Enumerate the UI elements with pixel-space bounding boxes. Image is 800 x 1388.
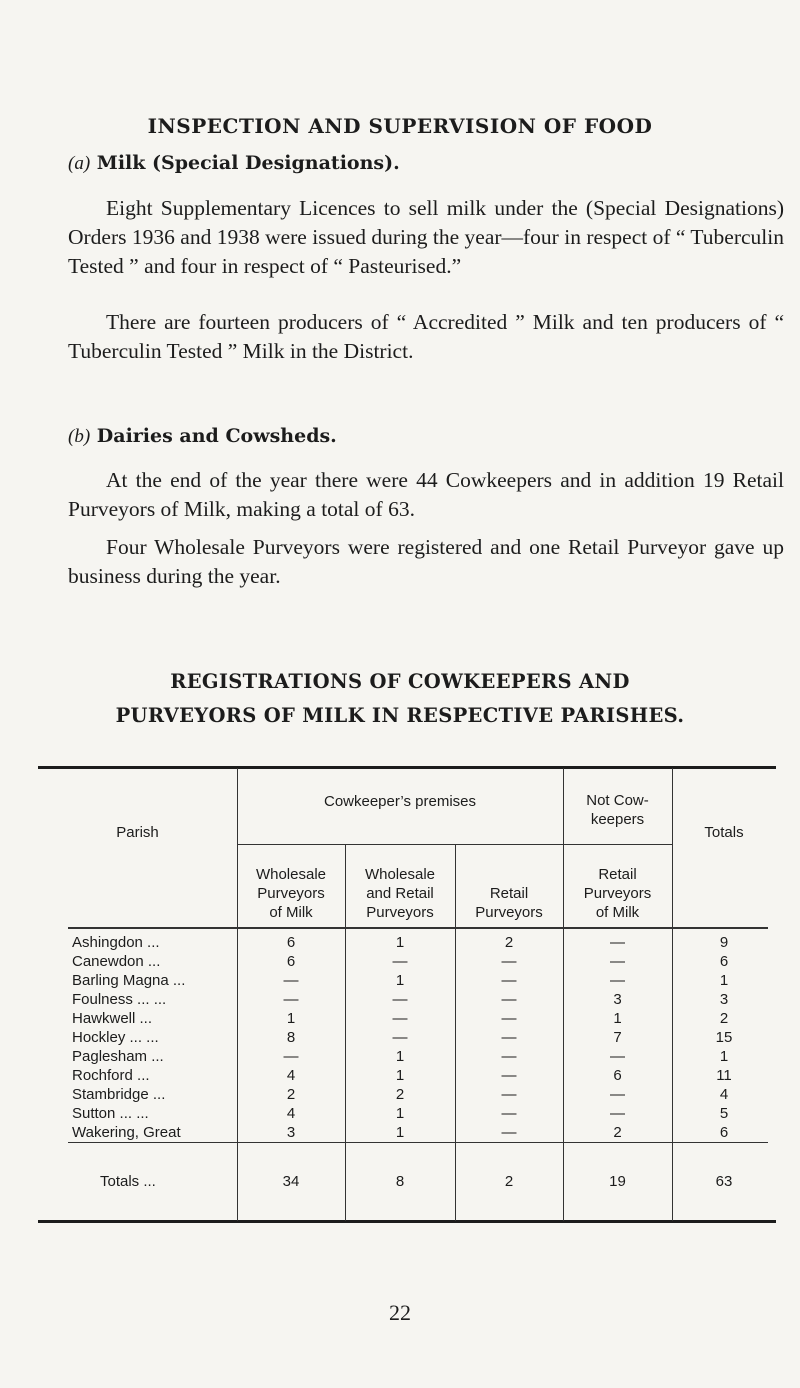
- cell-wholesale: —: [283, 991, 299, 1008]
- parish-name: Hockley ... ...: [72, 1029, 159, 1046]
- cell-wholesale: 6: [286, 953, 296, 970]
- cell-not-cowkeeper: —: [610, 953, 625, 970]
- section-b-title-text: Dairies and Cowsheds.: [96, 425, 337, 447]
- cell-total: 3: [719, 991, 729, 1008]
- cell-wholesale-retail: 1: [395, 1124, 405, 1141]
- cell-total: 11: [716, 1067, 732, 1084]
- cell-wholesale: 4: [286, 1105, 296, 1122]
- table-bottom-rule: [38, 1220, 776, 1223]
- cell-wholesale-retail: —: [392, 991, 408, 1008]
- section-a-title-text: Milk (Special Designations).: [96, 152, 400, 174]
- cell-not-cowkeeper: 7: [613, 1029, 622, 1046]
- cell-wholesale: 4: [286, 1067, 296, 1084]
- cell-not-cowkeeper: 2: [613, 1124, 622, 1141]
- header-not-cowkeepers: Not Cow- keepers: [586, 792, 649, 828]
- section-b-letter: (b): [68, 426, 91, 447]
- parish-name: Paglesham ...: [72, 1048, 164, 1065]
- section-b-paragraph-2: Four Wholesale Purveyors were registered and one Retail Purveyor gave up business during the year.: [68, 535, 784, 588]
- cell-not-cowkeeper: 1: [613, 1010, 622, 1027]
- cell-retail: —: [501, 1086, 517, 1103]
- cell-total: 15: [715, 1029, 733, 1046]
- cell-retail: —: [501, 1029, 517, 1046]
- header-totals: Totals: [704, 824, 744, 841]
- cell-not-cowkeeper: 3: [613, 991, 622, 1008]
- cell-total: 9: [719, 934, 729, 951]
- section-a-paragraph-2: There are fourteen producers of “ Accredited ” Milk and ten producers of “ Tuberculin Tested ” Milk in the District.: [68, 310, 784, 363]
- cell-not-cowkeeper: —: [610, 972, 625, 989]
- total-retail: 2: [504, 1173, 514, 1190]
- cell-total: 1: [719, 1048, 729, 1065]
- cell-wholesale: 3: [286, 1124, 296, 1141]
- totals-label: Totals ...: [100, 1173, 156, 1190]
- parish-name: Hawkwell ...: [72, 1010, 153, 1027]
- cell-wholesale: 6: [286, 934, 296, 951]
- total-not-cowkeeper: 19: [609, 1173, 626, 1190]
- cell-wholesale-retail: 1: [395, 972, 405, 989]
- cell-total: 1: [719, 972, 729, 989]
- cell-retail: —: [501, 1010, 517, 1027]
- cell-wholesale: —: [283, 972, 299, 989]
- parish-name: Rochford ...: [72, 1067, 150, 1084]
- cell-retail: —: [501, 1105, 517, 1122]
- cell-total: 6: [719, 953, 729, 970]
- subheader-wholesale: Wholesale Purveyors of Milk: [255, 866, 327, 921]
- cell-not-cowkeeper: 6: [613, 1067, 622, 1084]
- cell-wholesale: —: [283, 1048, 299, 1065]
- section-a-paragraph-1: Eight Supplementary Licences to sell milk under the (Special Designations) Orders 1936 and 1938 were issued during the year—four in respect of “ Tuberculin Tested ” and four in respect of “ Pasteurised.”: [68, 196, 784, 278]
- cell-wholesale-retail: 1: [395, 934, 405, 951]
- parish-name: Ashingdon ...: [72, 934, 160, 951]
- cell-retail: —: [501, 972, 517, 989]
- total-wholesale: 34: [282, 1173, 300, 1190]
- cell-wholesale-retail: —: [392, 1029, 408, 1046]
- cell-not-cowkeeper: —: [610, 934, 625, 951]
- cell-wholesale: 1: [286, 1010, 296, 1027]
- section-b-paragraph-1: At the end of the year there were 44 Cowkeepers and in addition 19 Retail Purveyors of Milk, making a total of 63.: [68, 468, 784, 521]
- cell-total: 6: [719, 1124, 729, 1141]
- table-top-rule: [38, 766, 776, 769]
- header-subrule: [237, 844, 672, 845]
- cell-wholesale-retail: 1: [395, 1048, 405, 1065]
- cell-not-cowkeeper: —: [610, 1086, 625, 1103]
- cell-wholesale-retail: 2: [395, 1086, 405, 1103]
- cell-wholesale-retail: —: [392, 1010, 408, 1027]
- parish-name: Barling Magna ...: [72, 972, 186, 989]
- section-a-title: [68, 152, 400, 175]
- total-wholesale-retail: 8: [395, 1173, 405, 1190]
- header-rule: [68, 927, 768, 929]
- cell-wholesale-retail: 1: [395, 1105, 405, 1122]
- cell-retail: —: [501, 1067, 517, 1084]
- registrations-title-line-1: REGISTRATIONS OF COWKEEPERS AND: [170, 670, 630, 693]
- subheader-wholesale-retail: Wholesale and Retail Purveyors: [364, 866, 436, 921]
- parish-name: Canewdon ...: [72, 953, 161, 970]
- cell-total: 2: [719, 1010, 729, 1027]
- cell-not-cowkeeper: —: [610, 1105, 625, 1122]
- header-cowkeeper-premises: Cowkeeper’s premises: [323, 793, 476, 810]
- cell-retail: —: [501, 953, 517, 970]
- cell-total: 4: [719, 1086, 729, 1103]
- cell-retail: —: [501, 991, 517, 1008]
- totals-rule: [68, 1142, 768, 1143]
- cell-total: 5: [719, 1105, 729, 1122]
- section-b-title: [68, 425, 337, 448]
- cell-retail: —: [501, 1124, 517, 1141]
- cell-wholesale: 8: [286, 1029, 296, 1046]
- cell-wholesale: 2: [286, 1086, 296, 1103]
- parish-name: Foulness ... ...: [72, 991, 167, 1008]
- header-parish: Parish: [116, 824, 159, 841]
- page-number: 22: [389, 1300, 411, 1325]
- cell-wholesale-retail: —: [392, 953, 408, 970]
- section-a-letter: (a): [68, 153, 91, 174]
- cell-retail: 2: [504, 934, 514, 951]
- parish-name: Stambridge ...: [72, 1086, 166, 1103]
- registrations-title-line-2: PURVEYORS OF MILK IN RESPECTIVE PARISHES.: [115, 704, 685, 727]
- page-heading: INSPECTION AND SUPERVISION OF FOOD: [147, 114, 653, 138]
- subheader-retail-milk: Retail Purveyors of Milk: [583, 866, 652, 921]
- parish-name: Sutton ... ...: [72, 1105, 149, 1122]
- cell-not-cowkeeper: —: [610, 1048, 625, 1065]
- cell-wholesale-retail: 1: [395, 1067, 405, 1084]
- cell-retail: —: [501, 1048, 517, 1065]
- parish-name: Wakering, Great: [72, 1124, 181, 1141]
- grand-total: 63: [715, 1173, 733, 1190]
- subheader-retail: Retail Purveyors: [475, 885, 543, 921]
